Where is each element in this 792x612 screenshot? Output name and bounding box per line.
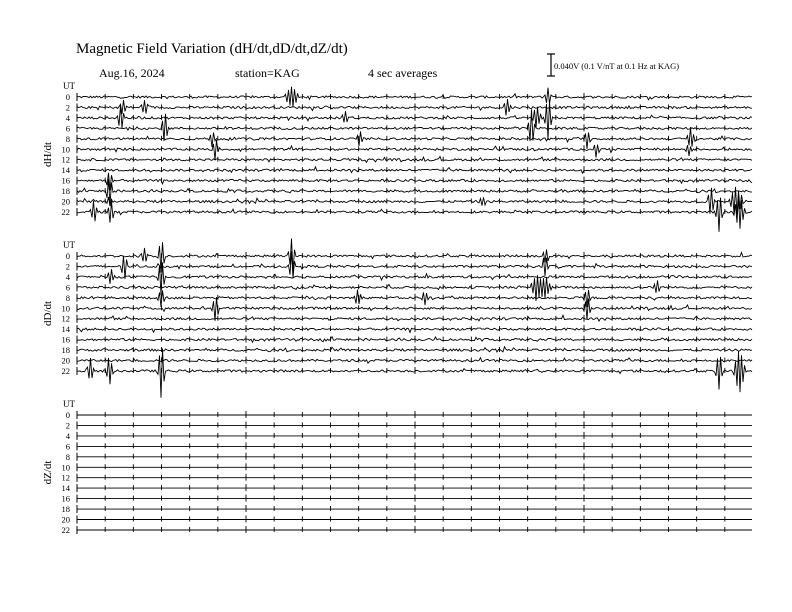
row-label: 0	[65, 251, 70, 261]
row-label: 8	[65, 451, 70, 462]
row-label: 4	[65, 112, 70, 123]
panel-ylabel: dZ/dt	[42, 460, 54, 485]
row-label: 2	[65, 261, 70, 272]
trace-line	[77, 157, 752, 163]
panel-ylabel: dD/dt	[42, 300, 54, 327]
row-label: 10	[61, 303, 70, 314]
trace-line	[77, 167, 752, 173]
row-label: 12	[61, 154, 70, 165]
row-label: 2	[65, 420, 70, 431]
row-label: 16	[61, 334, 70, 345]
row-label: 2	[65, 102, 70, 113]
trace-line	[77, 297, 752, 321]
row-label: 10	[61, 462, 70, 473]
row-label: 8	[65, 133, 70, 144]
row-label: 8	[65, 292, 70, 303]
row-label: 18	[61, 186, 70, 197]
row-label: 14	[61, 483, 70, 494]
row-label: 16	[61, 175, 70, 186]
row-label: 18	[61, 504, 70, 515]
row-label: 6	[65, 123, 70, 134]
trace-line	[77, 328, 752, 333]
row-label: 14	[61, 165, 70, 176]
row-label: 22	[61, 524, 70, 535]
trace-line	[77, 140, 752, 160]
row-label: 0	[65, 92, 70, 102]
chart-averaging: 4 sec averages	[368, 66, 438, 80]
row-label: 4	[65, 271, 70, 282]
chart-station: station=KAG	[235, 66, 300, 80]
row-label: 12	[61, 313, 70, 324]
panel-ylabel: dH/dt	[42, 141, 54, 168]
row-label: 6	[65, 441, 70, 452]
row-label: 10	[61, 144, 70, 155]
trace-line	[77, 290, 752, 307]
row-label: 22	[61, 365, 70, 376]
row-label: 20	[61, 355, 70, 366]
trace-line	[77, 358, 752, 364]
trace-line	[77, 315, 752, 321]
trace-line	[77, 99, 752, 115]
time-axis-label: UT	[63, 81, 75, 91]
row-label: 18	[61, 345, 70, 356]
row-label: 16	[61, 493, 70, 504]
row-label: 12	[61, 472, 70, 483]
trace-line	[77, 127, 752, 149]
row-label: 20	[61, 196, 70, 207]
row-label: 14	[61, 324, 70, 335]
time-axis-label: UT	[63, 399, 75, 409]
trace-line	[77, 109, 752, 141]
trace-line	[77, 173, 752, 191]
panel-dD-dt	[42, 239, 752, 398]
trace-line	[77, 348, 752, 397]
chart-date: Aug.16, 2024	[99, 66, 165, 80]
row-label: 20	[61, 514, 70, 525]
row-label: 4	[65, 430, 70, 441]
trace-line	[77, 347, 752, 352]
trace-line	[77, 337, 752, 342]
row-label: 6	[65, 282, 70, 293]
panel-dH-dt	[42, 81, 752, 232]
scale-label: 0.040V (0.1 V/nT at 0.1 Hz at KAG)	[554, 61, 680, 71]
time-axis-label: UT	[63, 240, 75, 250]
chart-title: Magnetic Field Variation (dH/dt,dD/dt,dZ/dt)	[76, 41, 348, 57]
panel-dZ-dt	[42, 399, 752, 535]
trace-line	[77, 87, 752, 107]
row-label: 22	[61, 206, 70, 217]
row-label: 0	[65, 410, 70, 420]
